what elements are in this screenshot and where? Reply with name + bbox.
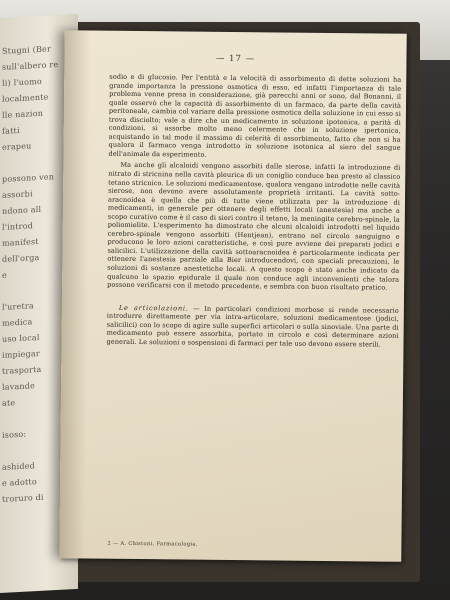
left-page-line: trasporta xyxy=(2,364,42,376)
section-text: — In particolari condizioni morbose si rende necessario introdurre direttamente per via intra-articolare, soluzioni medicamentose (jodici, salicilici) con lo scopo di agire sulle superfici articolari o sulla sinoviale. Una parte di medicamento può essere assorbita, portato in circolo e così determinare azioni generali. Le soluzioni o sospensioni di farmaci per tale uso devono essere sterili. xyxy=(106,304,399,349)
left-page-line: lavande xyxy=(2,381,36,392)
paragraph-articulations xyxy=(106,303,398,349)
left-page-line: isoso: xyxy=(2,429,27,440)
left-page-line: impiegar xyxy=(2,348,40,360)
left-page-line: dell'orga xyxy=(2,252,40,264)
left-page-line: lle nazion xyxy=(2,108,44,120)
left-page-line: Stugni (Ber xyxy=(2,44,51,56)
left-page-line: assorbi xyxy=(2,189,33,200)
left-page-line: li) l'uomo xyxy=(2,76,42,88)
paragraph-2: Ma anche gli alcaloidi vengono assorbiti dalle sierose, infatti la introduzione di nitrato di stricnina nella cavità pleurica di un coniglio conduce ben presto al classico tetano stricnico. Le soluzioni medicamentose, qualora vengano introdotte nelle cavità sierose, non devono avere assolutamente proprietà irritanti. La cavità sotto-aracnoidea è quella che più di tutte viene utilizzata per la introduzione di medicamenti, in generale per ottenere degli effetti locali (anestesia) ma anche a scopo curativo come è il caso di sieri contro il tetano, la meningite cerebro-spinale, la poliomielite. L'esperimento ha dimostrato che alcuni alcaloidi introdotti nel liquido cerebro-spinale vengono assorbiti (Hentjean), entrano nel circolo sanguigno e producono le loro azioni caratteristiche, e così pure avviene dei preparati jodici e salicilici. L'utilizzazione della cavità sottoaracnoidea è particolarmente indicata per ottenere l'anestesia parziale alla Bier introducendovi, con speciali precauzioni, le soluzioni di sostanze anestetiche locali. A questo scopo è stato anche indicato da qualcuno lo spazio epidurale il quale non conduce agli inconvenienti che talora possono verificarsi con il metodo precedente, e sembra con buon risultato pratico. xyxy=(107,161,401,292)
page-gutter-shadow xyxy=(59,30,91,558)
left-page-line: uso local xyxy=(2,332,40,344)
body-text xyxy=(106,73,401,349)
left-page-line: erapeu xyxy=(2,141,32,152)
section-heading: Le articolazioni. xyxy=(118,303,189,313)
left-page-line: ashided xyxy=(2,461,35,472)
left-page-line: l'introd xyxy=(2,221,34,232)
left-page-line: fatti xyxy=(2,125,20,136)
left-page-line: medica xyxy=(2,317,33,328)
page-number: — 17 — xyxy=(215,53,256,65)
left-page-line: localmente xyxy=(2,92,49,104)
paragraph-1: sodio e di glucosio. Per l'entità e la velocità di assorbimento di dette soluzioni ha grande importanza la pressione osmotica di esso, ed infatti l'importanza di tale problema venne presa in considerazione, già parecchi anni or sono, dal Bonanni, il quale osservò che la capacità di assorbimento di un farmaco, da parte della cavità peritoneale, cambia col variare della pressione osmotica della soluzione in cui esso si trova disciolto; vale a dire che un medicamento in soluzione ipotonica, a parità di condizioni, si assorbe molto meno celermente che in soluzione ipertonica, acquistando in tal modo il massimo di celerità di assorbimento, fatto che non si ha qualora il farmaco venga introdotto in soluzione isotonica al siero del sangue dell'animale da esperimento. xyxy=(108,72,402,159)
left-page-line: sull'albero re xyxy=(2,59,59,72)
left-page-line: troruro di xyxy=(2,492,44,504)
left-page-line: l'uretra xyxy=(2,301,34,312)
left-page-line: e adotto xyxy=(2,477,37,488)
left-page-line: manifest xyxy=(2,236,39,248)
left-page-line: possono ven xyxy=(2,172,55,184)
left-page-line: e xyxy=(2,270,7,280)
page-footer: 2 — A. Chistoni, Farmacologia. xyxy=(107,540,198,548)
left-page-line: ate xyxy=(2,398,16,408)
right-page xyxy=(59,30,407,562)
left-page-line: ndono all xyxy=(2,204,42,216)
